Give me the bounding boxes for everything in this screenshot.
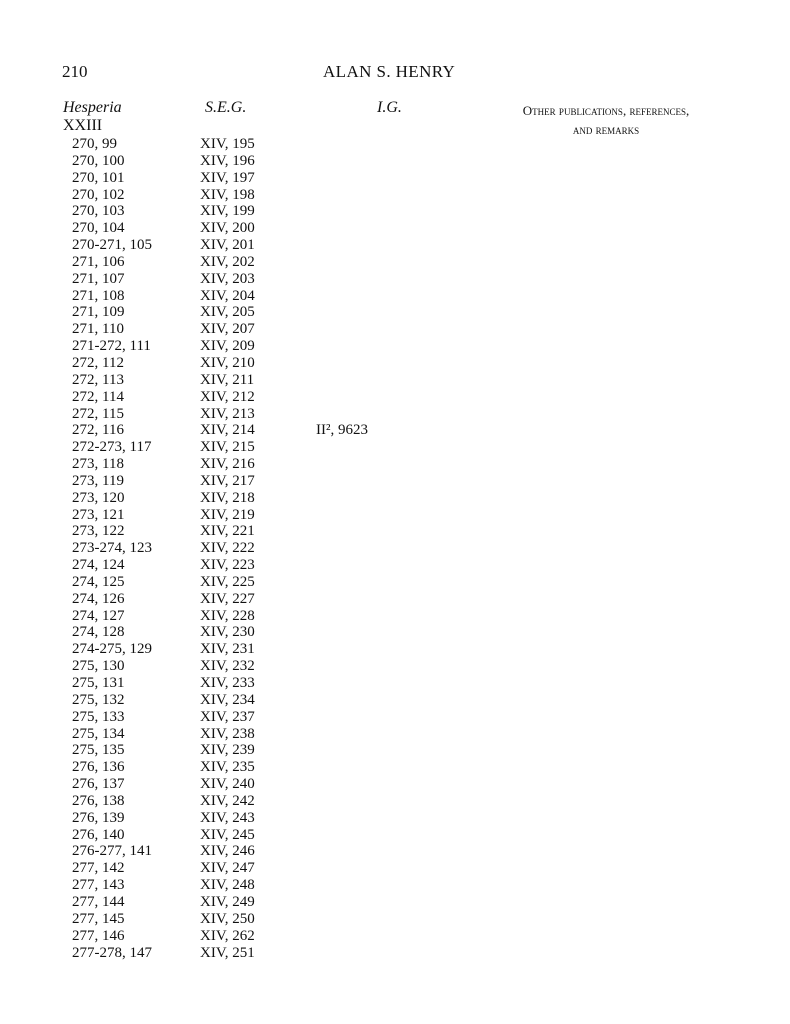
- table-row: [0, 574, 790, 591]
- hesperia-ref: 270, 103: [72, 203, 125, 220]
- hesperia-ref: 275, 133: [72, 708, 125, 725]
- page-number: 210: [62, 62, 88, 81]
- table-row: [0, 776, 790, 793]
- seg-ref: XIV, 231: [200, 641, 255, 658]
- table-row: [0, 877, 790, 894]
- seg-ref: XIV, 250: [200, 910, 255, 927]
- table-row: [0, 523, 790, 540]
- seg-ref: XIV, 195: [200, 136, 255, 152]
- column-header-hesperia: Hesperia: [63, 99, 122, 116]
- table-row: [0, 490, 790, 507]
- hesperia-ref: 270, 101: [72, 169, 125, 186]
- hesperia-ref: 274, 125: [72, 573, 125, 590]
- hesperia-ref: 274, 128: [72, 624, 125, 641]
- concordance-table: [0, 136, 790, 961]
- seg-ref: XIV, 200: [200, 220, 255, 237]
- hesperia-ref: 272, 114: [72, 388, 124, 405]
- seg-ref: XIV, 219: [200, 506, 255, 523]
- seg-ref: XIV, 209: [200, 338, 255, 355]
- seg-ref: XIV, 237: [200, 708, 255, 725]
- seg-ref: XIV, 246: [200, 843, 255, 860]
- seg-ref: XIV, 251: [200, 944, 255, 961]
- seg-ref: XIV, 235: [200, 759, 255, 776]
- table-row: [0, 254, 790, 271]
- table-row: [0, 608, 790, 625]
- table-row: [0, 237, 790, 254]
- seg-ref: XIV, 247: [200, 860, 255, 877]
- table-row: [0, 843, 790, 860]
- hesperia-ref: 273, 120: [72, 489, 125, 506]
- seg-ref: XIV, 210: [200, 354, 255, 371]
- hesperia-ref: 275, 134: [72, 725, 125, 742]
- table-row: [0, 591, 790, 608]
- table-row: [0, 304, 790, 321]
- seg-ref: XIV, 202: [200, 253, 255, 270]
- hesperia-ref: 277, 146: [72, 927, 125, 944]
- hesperia-ref: 277, 143: [72, 877, 125, 894]
- table-row: [0, 422, 790, 439]
- seg-ref: XIV, 216: [200, 456, 255, 473]
- hesperia-ref: 276, 137: [72, 776, 125, 793]
- seg-ref: XIV, 230: [200, 624, 255, 641]
- seg-ref: XIV, 225: [200, 573, 255, 590]
- seg-ref: XIV, 207: [200, 321, 255, 338]
- table-row: [0, 288, 790, 305]
- table-row: [0, 557, 790, 574]
- seg-ref: XIV, 234: [200, 691, 255, 708]
- hesperia-ref: 273, 121: [72, 506, 125, 523]
- hesperia-ref: 274, 124: [72, 557, 125, 574]
- seg-ref: XIV, 196: [200, 152, 255, 169]
- table-row: [0, 827, 790, 844]
- hesperia-ref: 271, 109: [72, 304, 125, 321]
- table-row: [0, 321, 790, 338]
- seg-ref: XIV, 197: [200, 169, 255, 186]
- seg-ref: XIV, 215: [200, 439, 255, 456]
- hesperia-ref: 270, 99: [72, 136, 117, 152]
- table-row: [0, 658, 790, 675]
- table-row: [0, 372, 790, 389]
- table-row: [0, 911, 790, 928]
- running-head: ALAN S. HENRY: [323, 62, 456, 81]
- seg-ref: XIV, 227: [200, 590, 255, 607]
- table-row: [0, 153, 790, 170]
- table-row: [0, 894, 790, 911]
- seg-ref: XIV, 232: [200, 658, 255, 675]
- seg-ref: XIV, 262: [200, 927, 255, 944]
- table-row: [0, 709, 790, 726]
- table-row: [0, 355, 790, 372]
- table-row: [0, 759, 790, 776]
- hesperia-ref: 270, 100: [72, 152, 125, 169]
- table-row: [0, 675, 790, 692]
- seg-ref: XIV, 243: [200, 809, 255, 826]
- hesperia-ref: 277, 142: [72, 860, 125, 877]
- seg-ref: XIV, 201: [200, 237, 255, 254]
- seg-ref: XIV, 217: [200, 472, 255, 489]
- hesperia-ref: 275, 132: [72, 691, 125, 708]
- table-row: [0, 439, 790, 456]
- hesperia-ref: 271-272, 111: [72, 338, 151, 355]
- table-row: [0, 928, 790, 945]
- table-row: [0, 793, 790, 810]
- hesperia-ref: 277, 145: [72, 910, 125, 927]
- volume-label: XXIII: [63, 117, 103, 134]
- table-row: [0, 624, 790, 641]
- hesperia-ref: 277-278, 147: [72, 944, 152, 961]
- hesperia-ref: 276, 140: [72, 826, 125, 843]
- table-row: [0, 338, 790, 355]
- table-row: [0, 810, 790, 827]
- column-header-other-line2: and remarks: [572, 122, 640, 137]
- seg-ref: XIV, 245: [200, 826, 255, 843]
- table-row: [0, 540, 790, 557]
- table-row: [0, 692, 790, 709]
- ig-ref: II², 9623: [316, 422, 368, 439]
- seg-ref: XIV, 233: [200, 675, 255, 691]
- seg-ref: XIV, 218: [200, 489, 255, 506]
- table-row: [0, 473, 790, 490]
- seg-ref: XIV, 228: [200, 607, 255, 624]
- seg-ref: XIV, 211: [200, 371, 255, 388]
- hesperia-ref: 276, 136: [72, 759, 125, 776]
- seg-ref: XIV, 205: [200, 304, 255, 321]
- seg-ref: XIV, 198: [200, 186, 255, 203]
- seg-ref: XIV, 238: [200, 725, 255, 742]
- table-row: [0, 507, 790, 524]
- table-row: [0, 945, 790, 962]
- table-row: [0, 187, 790, 204]
- seg-ref: XIV, 204: [200, 287, 255, 304]
- table-row: [0, 860, 790, 877]
- hesperia-ref: 277, 144: [72, 893, 125, 910]
- seg-ref: XIV, 223: [200, 557, 255, 574]
- hesperia-ref: 274, 127: [72, 607, 125, 624]
- seg-ref: XIV, 242: [200, 792, 255, 809]
- hesperia-ref: 272, 112: [72, 354, 124, 371]
- table-row: [0, 203, 790, 220]
- column-header-other: [486, 101, 726, 139]
- table-row: [0, 742, 790, 759]
- seg-ref: XIV, 239: [200, 742, 255, 759]
- hesperia-ref: 271, 106: [72, 253, 125, 270]
- table-row: [0, 641, 790, 658]
- hesperia-ref: 273, 118: [72, 456, 124, 473]
- hesperia-ref: 276, 138: [72, 792, 125, 809]
- hesperia-ref: 271, 110: [72, 321, 124, 338]
- hesperia-ref: 270-271, 105: [72, 237, 152, 254]
- table-row: [0, 389, 790, 406]
- hesperia-ref: 272, 116: [72, 422, 124, 439]
- seg-ref: XIV, 199: [200, 203, 255, 220]
- table-row: [0, 136, 790, 153]
- seg-ref: XIV, 212: [200, 388, 255, 405]
- hesperia-ref: 274-275, 129: [72, 641, 152, 658]
- hesperia-ref: 270, 104: [72, 220, 125, 237]
- hesperia-ref: 272, 113: [72, 371, 124, 388]
- seg-ref: XIV, 240: [200, 776, 255, 793]
- table-row: [0, 406, 790, 423]
- seg-ref: XIV, 203: [200, 270, 255, 287]
- seg-ref: XIV, 249: [200, 893, 255, 910]
- table-row: [0, 271, 790, 288]
- hesperia-ref: 270, 102: [72, 186, 125, 203]
- hesperia-ref: 275, 135: [72, 742, 125, 759]
- hesperia-ref: 276-277, 141: [72, 843, 152, 860]
- table-row: [0, 726, 790, 743]
- column-header-ig: I.G.: [377, 99, 402, 116]
- hesperia-ref: 273, 119: [72, 472, 124, 489]
- column-header-seg: S.E.G.: [205, 99, 247, 116]
- seg-ref: XIV, 248: [200, 877, 255, 894]
- hesperia-ref: 272-273, 117: [72, 439, 152, 456]
- hesperia-ref: 276, 139: [72, 809, 125, 826]
- table-row: [0, 170, 790, 187]
- table-row: [0, 456, 790, 473]
- seg-ref: XIV, 214: [200, 422, 255, 439]
- column-header-other-line1: Other publications, references,: [522, 103, 690, 118]
- seg-ref: XIV, 222: [200, 540, 255, 557]
- hesperia-ref: 275, 131: [72, 675, 125, 691]
- hesperia-ref: 271, 107: [72, 270, 125, 287]
- hesperia-ref: 273, 122: [72, 523, 125, 540]
- hesperia-ref: 273-274, 123: [72, 540, 152, 557]
- table-row: [0, 220, 790, 237]
- hesperia-ref: 274, 126: [72, 590, 125, 607]
- hesperia-ref: 271, 108: [72, 287, 125, 304]
- seg-ref: XIV, 221: [200, 523, 255, 540]
- hesperia-ref: 272, 115: [72, 405, 124, 422]
- hesperia-ref: 275, 130: [72, 658, 125, 675]
- seg-ref: XIV, 213: [200, 405, 255, 422]
